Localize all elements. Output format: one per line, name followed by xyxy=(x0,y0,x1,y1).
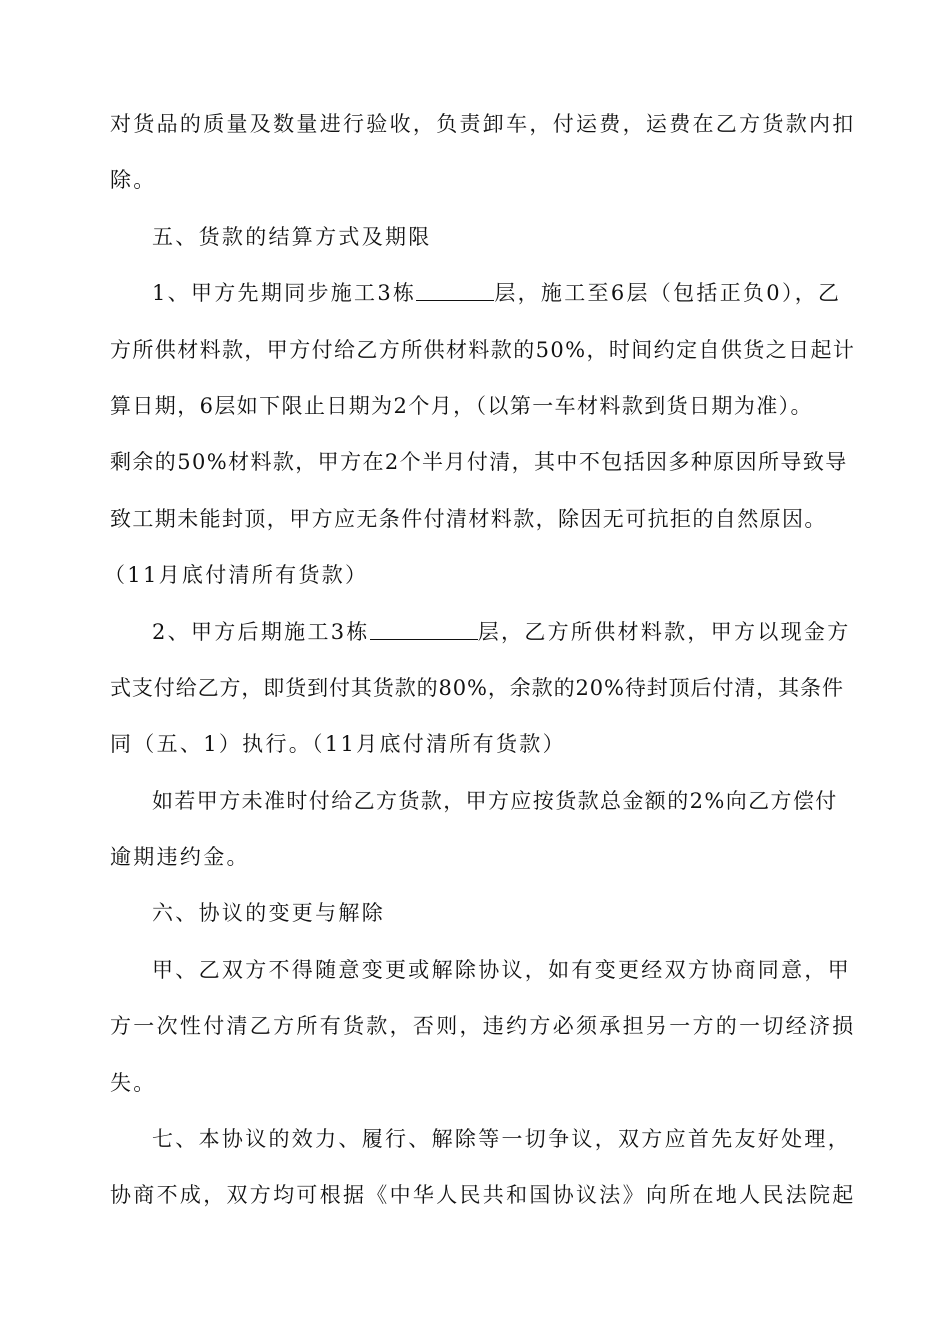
clause-text: 2、甲方后期施工3栋 xyxy=(152,619,370,644)
clause-text: 层，乙方所供材料款，甲方以现金方 xyxy=(477,619,851,644)
section-heading-7: 七、本协议的效力、履行、解除等一切争议，双方应首先友好处理， xyxy=(152,1127,851,1152)
paragraph-line xyxy=(110,265,840,321)
clause-text: 层，施工至6层（包括正负0），乙 xyxy=(494,281,842,306)
paragraph-line: 致工期未能封顶，甲方应无条件付清材料款，除因无可抗拒的自然原因。 xyxy=(110,506,827,531)
paragraph-line: 失。 xyxy=(110,1070,157,1095)
fill-in-blank xyxy=(416,278,494,301)
fill-in-blank xyxy=(370,617,478,640)
paragraph-line: 逾期违约金。 xyxy=(110,845,250,870)
paragraph-line: 式支付给乙方，即货到付其货款的80%，余款的20%待封顶后付清，其条件 xyxy=(110,675,844,700)
document-body xyxy=(104,96,856,1224)
paragraph-line: 甲、乙双方不得随意变更或解除协议，如有变更经双方协商同意，甲 xyxy=(152,957,851,982)
paragraph-line: 剩余的50%材料款，甲方在2个半月付清，其中不包括因多种原因所导致导 xyxy=(110,450,848,475)
paragraph-line: 对货品的质量及数量进行验收，负责卸车，付运费，运费在乙方货款内扣 xyxy=(110,112,856,136)
clause-text: 1、甲方先期同步施工3栋 xyxy=(152,281,417,306)
section-heading-6: 六、协议的变更与解除 xyxy=(152,901,385,926)
paragraph-line: 除。 xyxy=(110,168,157,193)
paragraph-line: （11月底付清所有货款） xyxy=(104,563,369,588)
paragraph-line: 同（五、1）执行。（11月底付清所有货款） xyxy=(110,732,566,757)
paragraph-line xyxy=(110,604,851,660)
section-heading-5: 五、货款的结算方式及期限 xyxy=(152,224,432,249)
paragraph-line: 如若甲方未准时付给乙方货款，甲方应按货款总金额的2%向乙方偿付 xyxy=(152,788,838,813)
paragraph-line: 算日期，6层如下限止日期为2个月，（以第一车材料款到货日期为准）。 xyxy=(110,393,813,418)
paragraph-line: 协商不成，双方均可根据《中华人民共和国协议法》向所在地人民法院起 xyxy=(110,1183,856,1208)
paragraph-line: 方所供材料款，甲方付给乙方所供材料款的50%，时间约定自供货之日起计 xyxy=(110,337,856,362)
paragraph-line: 方一次性付清乙方所有货款，否则，违约方必须承担另一方的一切经济损 xyxy=(110,1014,856,1039)
